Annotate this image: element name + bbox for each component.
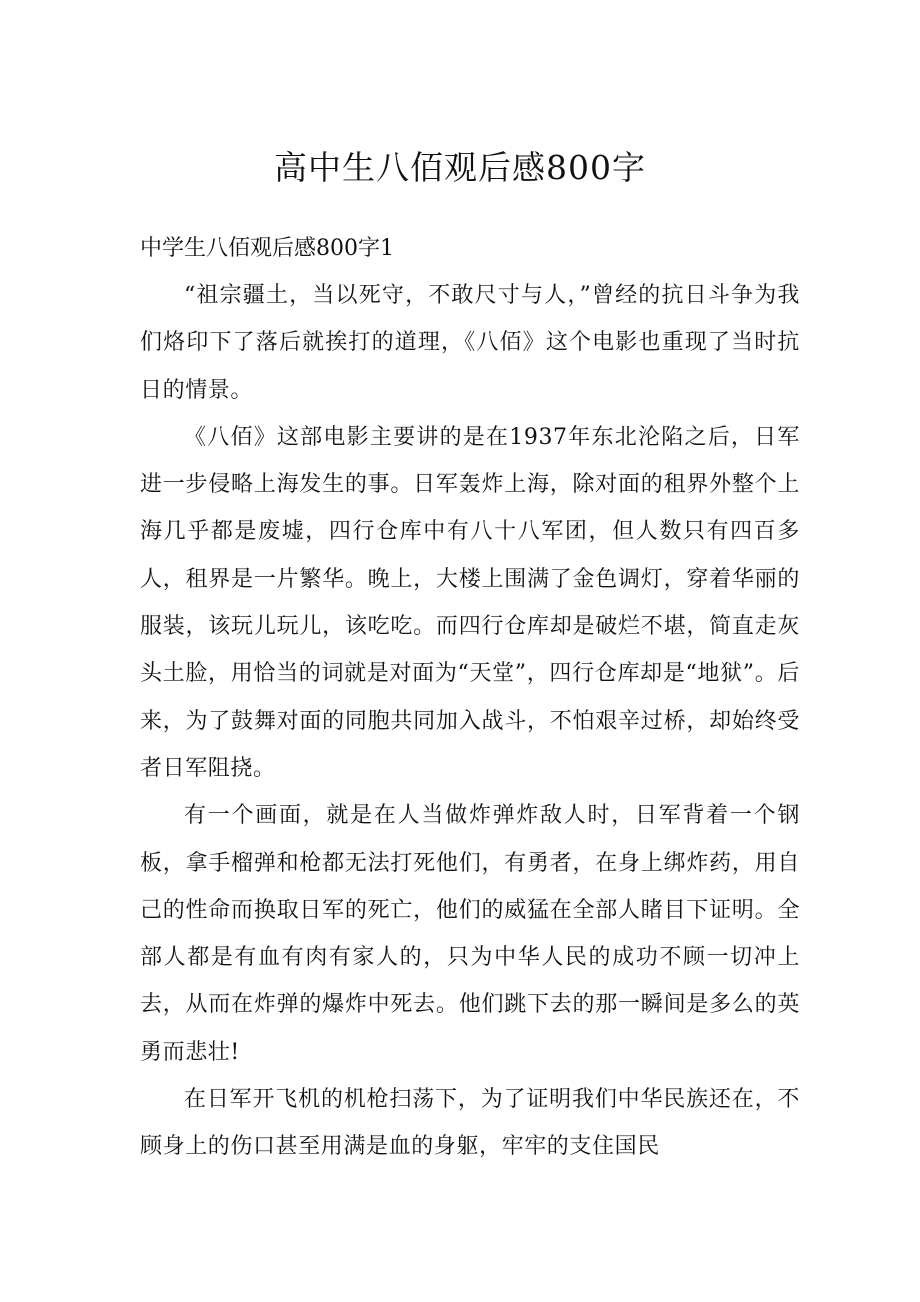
document-body: [140, 272, 800, 1171]
paragraph-2: 《八佰》这部电影主要讲的是在1937年东北沦陷之后，日军进一步侵略上海发生的事。日军轰炸上海，除对面的租界外整个上海几乎都是废墟，四行仓库中有八十八军团，但人数只有四百多人，租界是一片繁华。晚上，大楼上围满了金色调灯，穿着华丽的服装，该玩儿玩儿，该吃吃。而四行仓库却是破烂不堪，简直走灰头土脸，用恰当的词就是对面为“天堂”，四行仓库却是“地狱”。后来，为了鼓舞对面的同胞共同加入战斗，不怕艰辛过桥，却始终受者日军阻挠。: [140, 424, 800, 781]
document-title: 高中生八佰观后感800字: [274, 148, 646, 187]
paragraph-4: 在日军开飞机的机枪扫荡下，为了证明我们中华民族还在，不顾身上的伤口甚至用满是血的身躯，牢牢的支住国民: [140, 1087, 800, 1160]
paragraph-1: “祖宗疆土，当以死守，不敢尺寸与人，”曾经的抗日斗争为我们烙印下了落后就挨打的道理，《八佰》这个电影也重现了当时抗日的情景。: [140, 283, 800, 403]
paragraph-3: 有一个画面，就是在人当做炸弹炸敌人时，日军背着一个钢板，拿手榴弹和枪都无法打死他们，有勇者，在身上绑炸药，用自己的性命而换取日军的死亡，他们的威猛在全部人睹目下证明。全部人都是有血有肉有家人的，只为中华人民的成功不顾一切冲上去，从而在炸弹的爆炸中死去。他们跳下去的那一瞬间是多么的英勇而悲壮!: [140, 803, 800, 1065]
document-subtitle: 中学生八佰观后感800字1: [140, 236, 394, 261]
